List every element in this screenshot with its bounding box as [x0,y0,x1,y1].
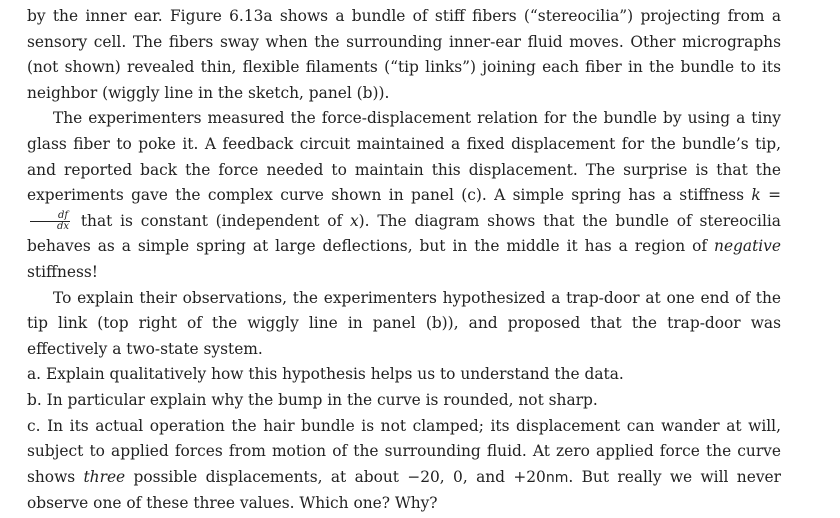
document-page [27,4,781,517]
paragraph-experiment-part2: that is constant (independent of [73,211,350,230]
paragraph-intro [27,4,781,106]
derivative-fraction [30,211,70,232]
question-b-text: b. In particular explain why the bump in the curve is rounded, not sharp. [27,390,598,409]
question-a-text: a. Explain qualitatively how this hypothesis helps us to understand the data. [27,365,624,384]
negative-emphasis: negative [714,237,781,256]
three-emphasis: three [83,467,126,486]
fraction-denominator: dx [57,221,70,233]
question-a [27,362,781,388]
paragraph-intro-text: by the inner ear. Figure 6.13a shows a bundle of stiff fibers (“stereocilia”) projecting from a sensory cell. The fibers sway when the surrounding inner-ear fluid moves. Other micrographs (not shown) revealed thin, flexible filaments (“tip links”) joining each fiber in the bundle to its neighbor (wiggly line in the sketch, panel (b)). [27,7,781,102]
nanometer-unit: nm [545,469,569,486]
question-c-part3: . But really we will never observe one of these three values. Which one? Why? [27,467,781,513]
fraction-numerator: df [30,211,70,222]
paragraph-experiment [27,106,781,285]
stiffness-symbol: k [751,186,761,205]
paragraph-experiment-part1: The experimenters measured the force-displacement relation for the bundle by using a tiny glass fiber to poke it. A feedback circuit maintained a fixed displacement for the bundle’s tip, and reported back the force needed to maintain this displacement. The surprise is that the experiments gave the complex curve shown in panel (c). A simple spring has a stiffness [27,109,781,205]
equals-sign: = [760,186,781,205]
question-b [27,388,781,414]
paragraph-experiment-part3: ). The diagram shows that the bundle of stereocilia behaves as a simple spring at large deflections, but in the middle it has a region of [27,211,781,256]
paragraph-hypothesis [27,286,781,363]
displacement-symbol: x [349,211,359,230]
question-c-part2: possible displacements, at about −20, 0, and +20 [125,467,546,486]
paragraph-experiment-part4: stiffness! [27,262,98,281]
question-c [27,414,781,517]
question-c-part1: c. In its actual operation the hair bundle is not clamped; its displacement can wander at will, subject to applied forces from motion of the surrounding fluid. At zero applied force the curve shows [27,416,781,486]
paragraph-hypothesis-text: To explain their observations, the experimenters hypothesized a trap-door at one end of the tip link (top right of the wiggly line in panel (b)), and proposed that the trap-door was effectively a two-state system. [27,288,781,358]
